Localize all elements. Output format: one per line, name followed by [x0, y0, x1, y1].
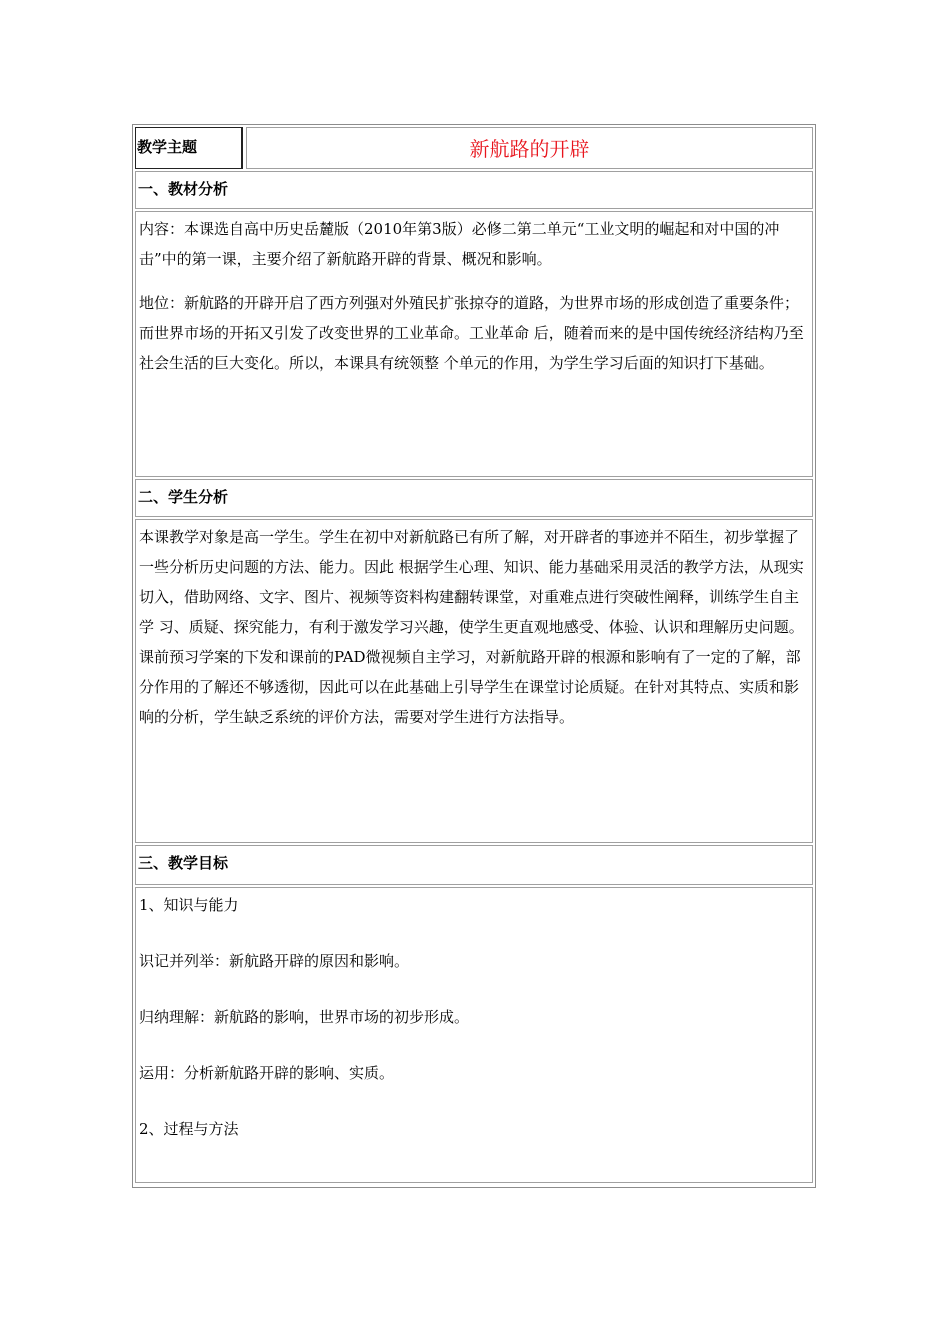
lesson-plan-table: [132, 124, 816, 1188]
goal-apply: 运用：分析新航路开辟的影响、实质。: [139, 1064, 395, 1082]
goal-process-method: 2、过程与方法: [139, 1120, 239, 1138]
section-heading-textbook-analysis: 一、教材分析: [135, 171, 813, 209]
lesson-title: 新航路的开辟: [246, 127, 813, 169]
textbook-content-paragraph: 内容：本课选自高中历史岳麓版（2010年第3版）必修二第二单元“工业文明的崛起和对中国的冲击”中的第一课，主要介绍了新航路开辟的背景、概况和影响。: [139, 220, 780, 268]
teaching-goals-body: [135, 887, 813, 1183]
textbook-analysis-body: [135, 211, 813, 477]
section-heading-student-analysis: 二、学生分析: [135, 479, 813, 517]
theme-label: 教学主题: [135, 127, 243, 169]
goal-recall-list: 识记并列举：新航路开辟的原因和影响。: [139, 952, 410, 970]
student-analysis-paragraph-1: 本课教学对象是高一学生。学生在初中对新航路已有所了解，对开辟者的事迹并不陌生，初步掌握了一些分析历史问题的方法、能力。因此 根据学生心理、知识、能力基础采用灵活的教学方法，从现实切入，借助网络、文字、图片、视频等资料构建翻转课堂，对重难点进行突破性阐释，训练学生自主学 习、质疑、探究能力，有利于激发学习兴趣，使学生更直观地感受、体验、认识和理解历史问题。: [139, 528, 804, 636]
section-heading-teaching-goals: 三、教学目标: [135, 845, 813, 885]
goal-knowledge-ability: 1、知识与能力: [139, 896, 239, 914]
goal-summarize-understand: 归纳理解：新航路的影响，世界市场的初步形成。: [139, 1008, 470, 1026]
student-analysis-paragraph-2: 课前预习学案的下发和课前的PAD微视频自主学习，对新航路开辟的根源和影响有了一定的了解，部分作用的了解还不够透彻，因此可以在此基础上引导学生在课堂讨论质疑。在针对其特点、实质和影响的分析，学生缺乏系统的评价方法，需要对学生进行方法指导。: [139, 648, 801, 726]
student-analysis-body: [135, 519, 813, 843]
textbook-position-paragraph: 地位：新航路的开辟开启了西方列强对外殖民扩张掠夺的道路，为世界市场的形成创造了重要条件；而世界市场的开拓又引发了改变世界的工业革命。工业革命 后，随着而来的是中国传统经济结构乃至社会生活的巨大变化。所以，本课具有统领整 个单元的作用，为学生学习后面的知识打下基础。: [139, 294, 804, 372]
